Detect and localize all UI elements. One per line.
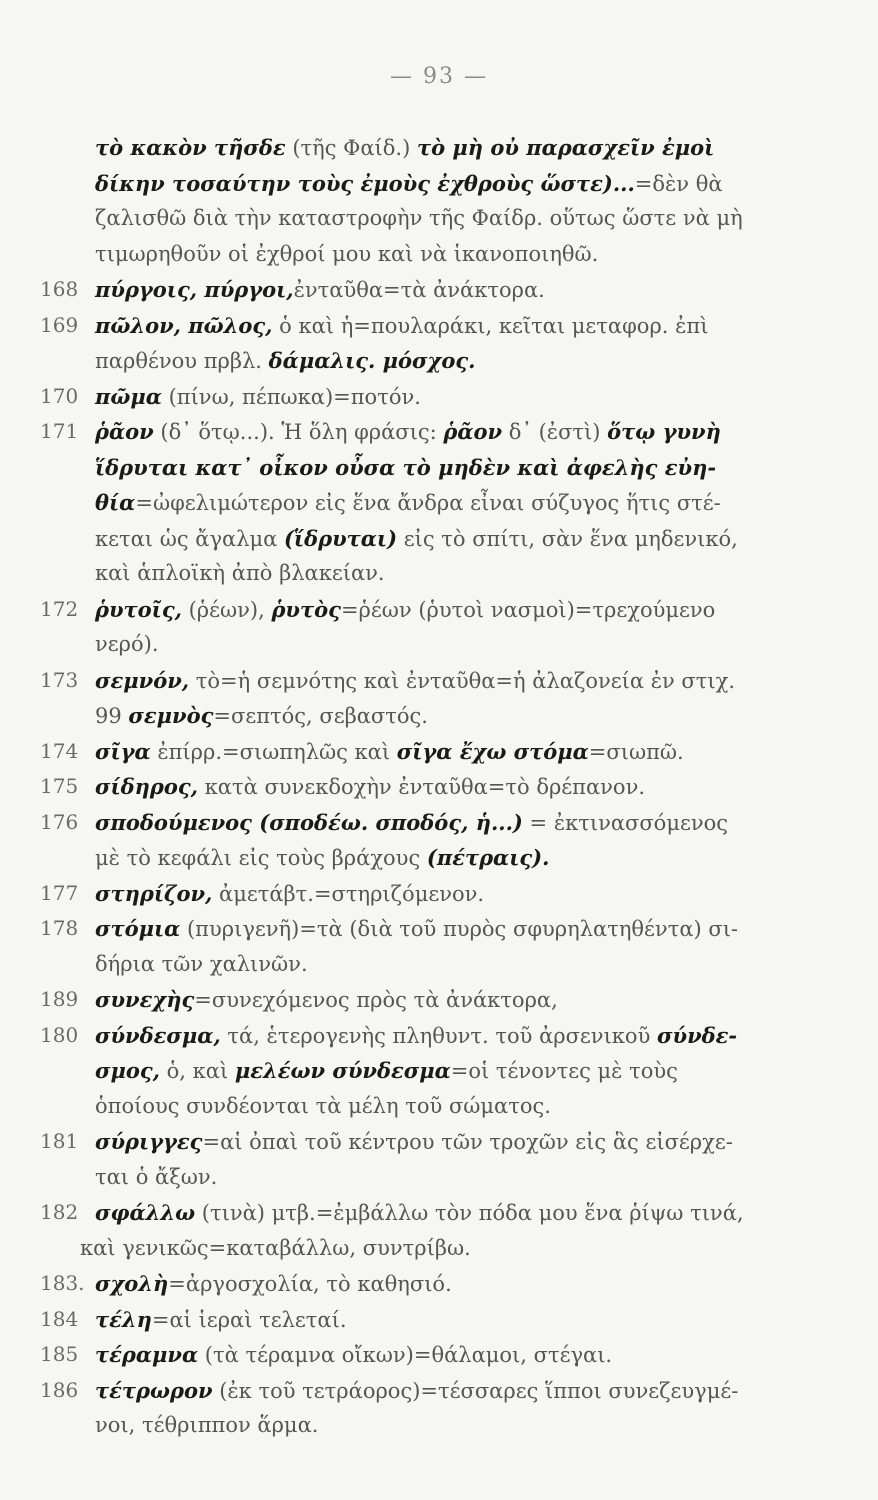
- line-text: [95, 1266, 782, 1302]
- gloss-text: 99: [95, 704, 129, 728]
- line-text: [95, 272, 782, 308]
- gloss-text: ὁ καὶ ἡ=πουλαράκι, κεῖται μεταφορ. ἐπὶ: [272, 313, 709, 338]
- text-line: [0, 343, 878, 379]
- text-line: [0, 947, 878, 983]
- entry-number: 175: [40, 774, 79, 798]
- text-line: [0, 1195, 878, 1231]
- line-text: [95, 698, 782, 734]
- gloss-text: =ὠφελιμώτερον εἰς ἕνα ἄνδρα εἶναι σύζυγος ἥτις στέ-: [135, 491, 721, 515]
- text-line: [0, 1231, 878, 1267]
- entry-number: 168: [40, 277, 79, 301]
- entry-number: 177: [40, 880, 79, 905]
- line-text: [95, 237, 782, 273]
- headword: δάμαλις. μόσχος.: [268, 348, 476, 373]
- entry-number: 184: [40, 1306, 79, 1331]
- text-line: [0, 450, 878, 486]
- text-line: [0, 1266, 878, 1302]
- text-line: [0, 1018, 878, 1054]
- gloss-text: =σεπτός, σεβαστός.: [213, 704, 428, 728]
- gloss-text: =δὲν θὰ: [634, 171, 723, 196]
- line-text: [95, 166, 782, 202]
- entry-number: 174: [40, 738, 79, 763]
- entry-number: 170: [40, 383, 79, 408]
- text-line: [0, 237, 878, 273]
- headword: ῥυτὸς: [271, 596, 341, 622]
- gloss-text: =σιωπῶ.: [588, 739, 684, 764]
- line-text: [95, 1053, 782, 1089]
- line-text: [95, 876, 782, 912]
- gloss-text: τιμωρηθοῦν οἱ ἐχθροί μου καὶ νὰ ἱκανοποιηθῶ.: [95, 241, 599, 266]
- text-line: [0, 1124, 878, 1160]
- line-text: [95, 734, 782, 770]
- line-text: [95, 556, 782, 592]
- text-line: [0, 308, 878, 344]
- line-text: [95, 521, 782, 557]
- gloss-text: καὶ ἁπλοϊκὴ ἀπὸ βλακείαν.: [95, 561, 385, 585]
- gloss-text: =ἀργοσχολία, τὸ καθησιό.: [168, 1272, 452, 1296]
- text-line: [0, 840, 878, 876]
- text-line: [0, 769, 878, 805]
- line-text: [80, 1231, 782, 1267]
- headword: ὅτῳ γυνὴ: [607, 419, 721, 444]
- entry-number: 178: [40, 916, 79, 940]
- gloss-text: δ᾽ (ἐστὶ): [502, 420, 608, 444]
- gloss-text: (ῥέων),: [181, 597, 272, 622]
- headword: πῶμα: [95, 383, 162, 409]
- line-text: [95, 1018, 782, 1054]
- line-text: [95, 1160, 782, 1196]
- gloss-text: (ἐκ τοῦ τετράορος)=τέσσαρες ἵπποι συνεζευγμέ-: [212, 1378, 739, 1403]
- line-text: [95, 201, 782, 237]
- text-line: [0, 485, 878, 521]
- gloss-text: (πυριγενῆ)=τὰ (διὰ τοῦ πυρὸς σφυρηλατηθέντα) σι-: [180, 917, 739, 941]
- gloss-text: (δ᾽ ὅτῳ...). Ἡ ὅλη φράσις:: [153, 420, 444, 444]
- gloss-text: νερό).: [95, 632, 159, 656]
- line-text: [95, 450, 782, 486]
- text-line: [0, 201, 878, 237]
- headword: συνεχὴς: [95, 987, 195, 1012]
- page-number: — 93 —: [390, 64, 488, 89]
- text-line: [0, 876, 878, 912]
- headword: ἵδρυται κατ᾽ οἶκον οὖσα τὸ μηδὲν καὶ ἀφελὴς εὐη-: [95, 454, 717, 480]
- line-text: [95, 414, 782, 450]
- gloss-text: =αἱ ὀπαὶ τοῦ κέντρου τῶν τροχῶν εἰς ἃς εἰσέρχε-: [202, 1130, 733, 1154]
- entry-number: 182: [40, 1200, 79, 1224]
- entry-number: 189: [40, 987, 79, 1011]
- gloss-text: (τῆς Φαίδ.): [285, 136, 417, 160]
- entry-number: 180: [40, 1022, 79, 1047]
- gloss-text: =αἱ ἱεραὶ τελεταί.: [151, 1307, 347, 1332]
- headword: τέραμνα: [95, 1342, 199, 1367]
- gloss-text: ὁποίους συνδέονται τὰ μέλη τοῦ σώματος.: [95, 1093, 551, 1118]
- text-line: [0, 911, 878, 947]
- line-text: [95, 308, 782, 344]
- headword: ῥᾶον: [443, 419, 503, 444]
- gloss-text: εἰς τὸ σπίτι, σὰν ἕνα μηδενικό,: [397, 526, 738, 551]
- gloss-text: κατὰ συνεκδοχὴν ἐνταῦθα=τὸ δρέπανον.: [198, 775, 646, 799]
- gloss-text: =συνεχόμενος πρὸς τὰ ἀνάκτορα,: [194, 988, 558, 1012]
- text-line: [0, 1302, 878, 1338]
- headword: στόμια: [95, 916, 181, 941]
- entry-number: 176: [40, 809, 79, 834]
- text-line: [0, 1337, 878, 1373]
- headword: σφάλλω: [95, 1200, 196, 1225]
- headword: στηρίζον,: [95, 880, 213, 906]
- headword: σμος,: [95, 1058, 160, 1083]
- headword: σύνδε-: [657, 1022, 738, 1048]
- line-text: [95, 982, 782, 1018]
- gloss-text: =οἱ τένοντες μὲ τοὺς: [450, 1059, 678, 1083]
- entry-number: 172: [40, 596, 79, 621]
- headword: (ἵδρυται): [284, 525, 398, 551]
- line-text: [95, 627, 782, 663]
- text-line: [0, 379, 878, 415]
- gloss-text: νοι, τέθριππον ἅρμα.: [95, 1413, 319, 1437]
- text-line: [0, 698, 878, 734]
- headword: θία: [95, 490, 136, 515]
- headword: τέλη: [95, 1306, 152, 1332]
- headword: δίκην τοσαύτην τοὺς ἐμοὺς ἐχθροὺς ὥστε)...: [95, 170, 635, 196]
- gloss-text: (τινὰ) μτβ.=ἐμβάλλω τὸν πόδα μου ἕνα ῥίψω τινά,: [195, 1201, 744, 1225]
- gloss-text: =ῥέων (ῥυτοὶ νασμοὶ)=τρεχούμενο: [340, 597, 716, 622]
- gloss-text: ἐπίρρ.=σιωπηλῶς καὶ: [150, 739, 397, 764]
- text-line: [0, 805, 878, 841]
- gloss-text: τὸ=ἡ σεμνότης καὶ ἐνταῦθα=ἡ ἀλαζονεία ἐν στιχ.: [189, 668, 736, 693]
- headword: σῖγα: [95, 738, 151, 764]
- headword: πύργοις, πύργοι,: [95, 277, 294, 302]
- line-text: [95, 485, 782, 521]
- line-text: [95, 1124, 782, 1160]
- text-line: [0, 1053, 878, 1089]
- headword: μελέων σύνδεσμα: [234, 1058, 451, 1083]
- line-text: [95, 1302, 782, 1338]
- entry-number: 185: [40, 1342, 79, 1366]
- line-text: [95, 805, 782, 841]
- line-text: [95, 840, 782, 876]
- text-line: [0, 1373, 878, 1409]
- text-line: [0, 556, 878, 592]
- entry-number: 186: [40, 1377, 79, 1402]
- gloss-text: τά, ἑτερογενὴς πληθυντ. τοῦ ἀρσενικοῦ: [220, 1023, 658, 1048]
- gloss-text: ἀμετάβτ.=στηριζόμενον.: [212, 881, 485, 906]
- headword: τέτρωρον: [95, 1377, 213, 1403]
- entry-number: 169: [40, 312, 79, 337]
- line-text: [95, 1373, 782, 1409]
- line-text: [95, 1337, 782, 1373]
- text-line: [0, 592, 878, 628]
- gloss-text: (πίνω, πέπωκα)=ποτόν.: [161, 384, 421, 409]
- text-body: [0, 130, 878, 1444]
- gloss-text: (τὰ τέραμνα οἴκων)=θάλαμοι, στέγαι.: [198, 1343, 613, 1367]
- text-line: [0, 1160, 878, 1196]
- headword: σχολὴ: [95, 1271, 169, 1296]
- text-line: [0, 1089, 878, 1125]
- gloss-text: μὲ τὸ κεφάλι εἰς τοὺς βράχους: [95, 846, 427, 870]
- headword: σεμνὸς: [128, 703, 214, 728]
- headword: σίδηρος,: [95, 774, 198, 799]
- entry-number: 181: [40, 1129, 79, 1153]
- headword: τὸ κακὸν τῆσδε: [95, 135, 286, 160]
- line-text: [95, 130, 782, 166]
- gloss-text: ζαλισθῶ διὰ τὴν καταστροφὴν τῆς Φαίδρ. οὕτως ὥστε νὰ μὴ: [95, 206, 743, 230]
- headword: σύριγγες: [95, 1129, 203, 1154]
- line-text: [95, 1089, 782, 1125]
- gloss-text: κεται ὡς ἄγαλμα: [95, 526, 284, 551]
- text-line: [0, 982, 878, 1018]
- text-line: [0, 1408, 878, 1444]
- text-line: [0, 414, 878, 450]
- text-line: [0, 734, 878, 770]
- headword: πῶλον, πῶλος,: [95, 312, 273, 338]
- text-line: [0, 627, 878, 663]
- gloss-text: καὶ γενικῶς=καταβάλλω, συντρίβω.: [80, 1235, 471, 1260]
- entry-number: 173: [40, 667, 79, 692]
- text-line: [0, 521, 878, 557]
- gloss-text: παρθένου πρβλ.: [95, 349, 269, 373]
- text-line: [0, 130, 878, 166]
- headword: τὸ μὴ οὐ παρασχεῖν ἐμοὶ: [416, 135, 715, 160]
- gloss-text: = ἐκτινασσόμενος: [522, 810, 729, 835]
- entry-number: 183.: [40, 1271, 85, 1295]
- headword: ῥυτοῖς,: [95, 596, 182, 622]
- line-text: [95, 343, 782, 379]
- gloss-text: ἐνταῦθα=τὰ ἀνάκτορα.: [293, 278, 545, 302]
- headword: σεμνόν,: [95, 667, 190, 693]
- headword: σποδούμενος (σποδέω. σποδός, ἡ...): [95, 809, 523, 835]
- line-text: [95, 592, 782, 628]
- headword: σύνδεσμα,: [95, 1022, 221, 1048]
- line-text: [95, 1195, 782, 1231]
- gloss-text: δήρια τῶν χαλινῶν.: [95, 951, 308, 976]
- headword: σῖγα ἔχω στόμα: [396, 738, 589, 764]
- line-text: [95, 1408, 782, 1444]
- text-line: [0, 166, 878, 202]
- line-text: [95, 911, 782, 947]
- gloss-text: ται ὁ ἄξων.: [95, 1164, 218, 1189]
- text-line: [0, 663, 878, 699]
- line-text: [95, 663, 782, 699]
- headword: ῥᾶον: [95, 419, 154, 444]
- headword: (πέτραις).: [426, 845, 550, 870]
- line-text: [95, 379, 782, 415]
- gloss-text: ὁ, καὶ: [159, 1059, 235, 1083]
- line-text: [95, 947, 782, 983]
- line-text: [95, 769, 782, 805]
- text-line: [0, 272, 878, 308]
- entry-number: 171: [40, 419, 79, 443]
